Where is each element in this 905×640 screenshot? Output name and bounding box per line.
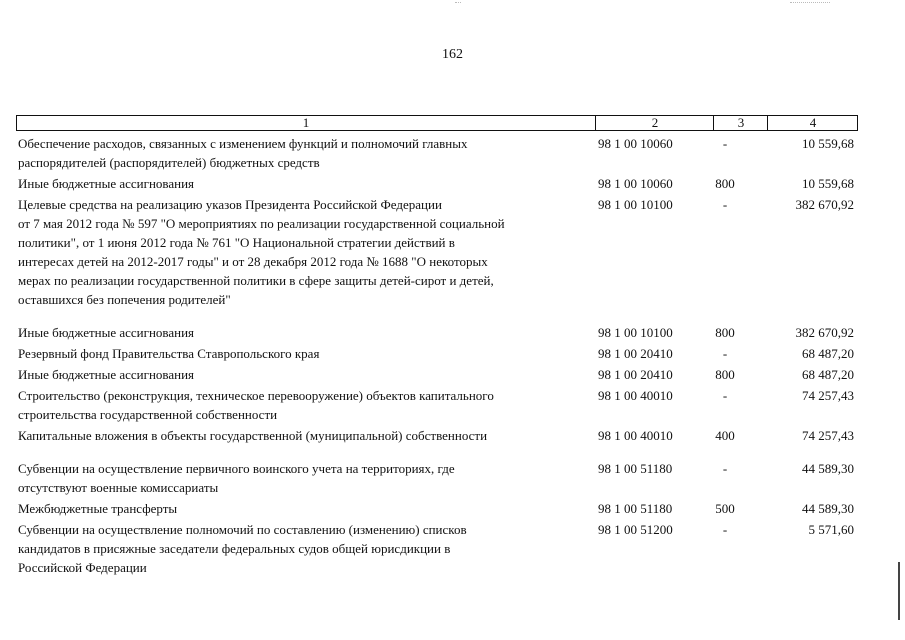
row-description (18, 426, 590, 445)
row-amount: 382 670,92 (795, 197, 854, 212)
row-description-line: политики", от 1 июня 2012 года № 761 "О Национальной стратегии действий в (18, 235, 455, 250)
row-expense-type: - (722, 522, 728, 537)
row-description (18, 499, 590, 518)
row-description-line: распорядителей (распорядителей) бюджетных средств (18, 155, 320, 170)
table-row (18, 386, 858, 424)
row-code: 98 1 00 40010 (598, 428, 673, 443)
row-code: 98 1 00 10100 (598, 325, 673, 340)
row-code: 98 1 00 20410 (598, 346, 673, 361)
row-amount: 68 487,20 (802, 367, 854, 382)
row-expense-type: 800 (715, 325, 735, 340)
row-description-line: Субвенции на осуществление полномочий по составлению (изменению) списков (18, 522, 467, 537)
row-code: 98 1 00 20410 (598, 367, 673, 382)
row-amount: 68 487,20 (802, 346, 854, 361)
column-header-2: 2 (595, 116, 714, 130)
row-code: 98 1 00 10060 (598, 176, 673, 191)
table-row (18, 520, 858, 577)
row-description-line: Капитальные вложения в объекты государственной (муниципальной) собственности (18, 428, 488, 443)
row-expense-type: - (722, 461, 728, 476)
row-expense-type: 400 (715, 428, 735, 443)
row-description-line: Иные бюджетные ассигнования (18, 176, 195, 191)
row-description (18, 344, 590, 363)
row-description-line: строительства государственной собственности (18, 407, 278, 422)
row-code: 98 1 00 10060 (598, 136, 673, 151)
table-row (18, 174, 858, 193)
row-amount: 74 257,43 (802, 388, 854, 403)
row-description-line: интересах детей на 2012-2017 годы" и от 28 декабря 2012 года № 1688 "О некоторых (18, 254, 488, 269)
row-description-line: оставшихся без попечения родителей" (18, 292, 231, 307)
row-description-line: Российской Федерации (18, 560, 147, 575)
row-description-line: Строительство (реконструкция, техническое перевооружение) объектов капитального (18, 388, 494, 403)
scan-artifact-dots (790, 2, 830, 4)
row-amount: 74 257,43 (802, 428, 854, 443)
scan-edge-mark (898, 562, 900, 620)
row-description-line: Целевые средства на реализацию указов Президента Российской Федерации (18, 197, 442, 212)
table-row (18, 459, 858, 497)
row-code: 98 1 00 51180 (598, 461, 673, 476)
column-header-1: 1 (302, 115, 310, 130)
scan-artifact-dots (455, 2, 461, 4)
row-description-line: Резервный фонд Правительства Ставропольского края (18, 346, 320, 361)
row-code: 98 1 00 40010 (598, 388, 673, 403)
row-description-line: Межбюджетные трансферты (18, 501, 178, 516)
row-amount: 44 589,30 (802, 501, 854, 516)
row-description-line: отсутствуют военные комиссариаты (18, 480, 219, 495)
table-row (18, 426, 858, 445)
row-description-line: Субвенции на осуществление первичного воинского учета на территориях, где (18, 461, 455, 476)
table-body (18, 134, 858, 577)
row-description (18, 134, 590, 172)
row-expense-type: 800 (715, 176, 735, 191)
table-row (18, 365, 858, 384)
row-amount: 10 559,68 (802, 176, 854, 191)
row-description (18, 195, 590, 309)
row-description-line: Иные бюджетные ассигнования (18, 325, 195, 340)
row-description (18, 365, 590, 384)
table-header (16, 115, 858, 131)
row-description (18, 386, 590, 424)
row-description (18, 520, 590, 577)
table-row (18, 134, 858, 172)
row-amount: 5 571,60 (808, 522, 854, 537)
row-description-line: от 7 мая 2012 года № 597 "О мероприятиях по реализации государственной социальной (18, 216, 505, 231)
table-row (18, 195, 858, 309)
row-amount: 382 670,92 (795, 325, 854, 340)
row-description-line: Обеспечение расходов, связанных с изменением функций и полномочий главных (18, 136, 468, 151)
row-expense-type: 500 (715, 501, 735, 516)
page-number: 162 (442, 47, 463, 62)
row-code: 98 1 00 51180 (598, 501, 673, 516)
row-amount: 44 589,30 (802, 461, 854, 476)
column-header-3: 3 (713, 116, 768, 130)
row-description-line: Иные бюджетные ассигнования (18, 367, 195, 382)
column-header-4: 4 (767, 116, 858, 130)
row-description-line: мерах по реализации государственной политики в сфере защиты детей-сирот и детей, (18, 273, 494, 288)
table-row (18, 323, 858, 342)
row-expense-type: - (722, 388, 728, 403)
row-expense-type: - (722, 197, 728, 212)
table-row (18, 344, 858, 363)
row-code: 98 1 00 51200 (598, 522, 673, 537)
row-expense-type: - (722, 136, 728, 151)
table-row (18, 499, 858, 518)
row-description-line: кандидатов в присяжные заседатели федеральных судов общей юрисдикции в (18, 541, 451, 556)
row-expense-type: 800 (715, 367, 735, 382)
row-description (18, 459, 590, 497)
row-description (18, 323, 590, 342)
row-expense-type: - (722, 346, 728, 361)
row-code: 98 1 00 10100 (598, 197, 673, 212)
row-description (18, 174, 590, 193)
row-amount: 10 559,68 (802, 136, 854, 151)
